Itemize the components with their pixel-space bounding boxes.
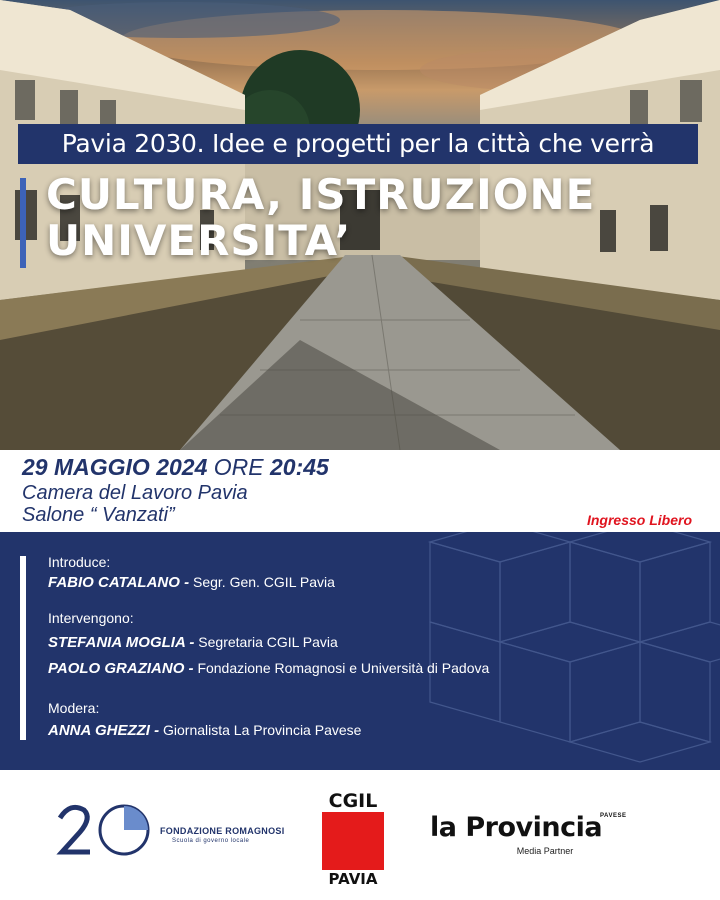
event-series-title: Pavia 2030. Idee e progetti per la città che verrà [61, 129, 655, 158]
sponsor-footer [0, 770, 720, 900]
speaker-role: Segretaria CGIL Pavia [198, 634, 338, 650]
introduce-label: Introduce: [48, 554, 111, 570]
speakers-label: Intervengono: [48, 610, 134, 626]
event-title-line1: CULTURA, ISTRUZIONE [46, 170, 596, 219]
venue-room: Salone “ Vanzati” [22, 504, 175, 526]
event-title [46, 172, 595, 264]
introducer-role: Segr. Gen. CGIL Pavia [192, 574, 335, 590]
speaker-name: PAOLO GRAZIANO - [48, 660, 194, 677]
event-details [0, 450, 720, 532]
media-partner-label: Media Partner [516, 846, 574, 856]
title-accent-bar [20, 178, 26, 268]
speaker-role: Fondazione Romagnosi e Università di Padova [197, 660, 490, 676]
moderator-role: Giornalista La Provincia Pavese [163, 722, 362, 738]
speaker-name: STEFANIA MOGLIA - [48, 634, 195, 651]
moderator-label: Modera: [48, 700, 100, 716]
moderator-name: ANNA GHEZZI - [48, 722, 160, 739]
venue-name: Camera del Lavoro Pavia [22, 482, 248, 504]
cgil-logo-text: CGIL [328, 790, 378, 812]
romagnosi-20-logo [56, 800, 156, 862]
event-date: 29 MAGGIO 2024 [22, 454, 208, 480]
free-entry-note: Ingresso Libero [586, 512, 692, 528]
panel-accent-bar [20, 556, 26, 740]
romagnosi-subtitle: Scuola di governo locale [172, 838, 250, 844]
provincia-logo: la Provincia [430, 812, 603, 843]
event-time: 20:45 [269, 454, 329, 480]
event-title-line2: UNIVERSITA’ [46, 216, 352, 265]
introducer-name: FABIO CATALANO - [48, 574, 190, 591]
cgil-city: PAVIA [328, 870, 378, 888]
program-panel [0, 532, 720, 770]
speaker-row [48, 634, 338, 651]
moderator-row [48, 722, 361, 739]
provincia-pavese: PAVESE [600, 813, 627, 819]
cgil-logo-square [322, 812, 384, 870]
subtitle-band [18, 124, 698, 164]
time-prefix: ORE [213, 454, 264, 480]
romagnosi-name: FONDAZIONE ROMAGNOSI [160, 826, 285, 836]
date-time [22, 454, 329, 481]
speaker-row [48, 660, 489, 677]
introducer-row [48, 574, 335, 591]
